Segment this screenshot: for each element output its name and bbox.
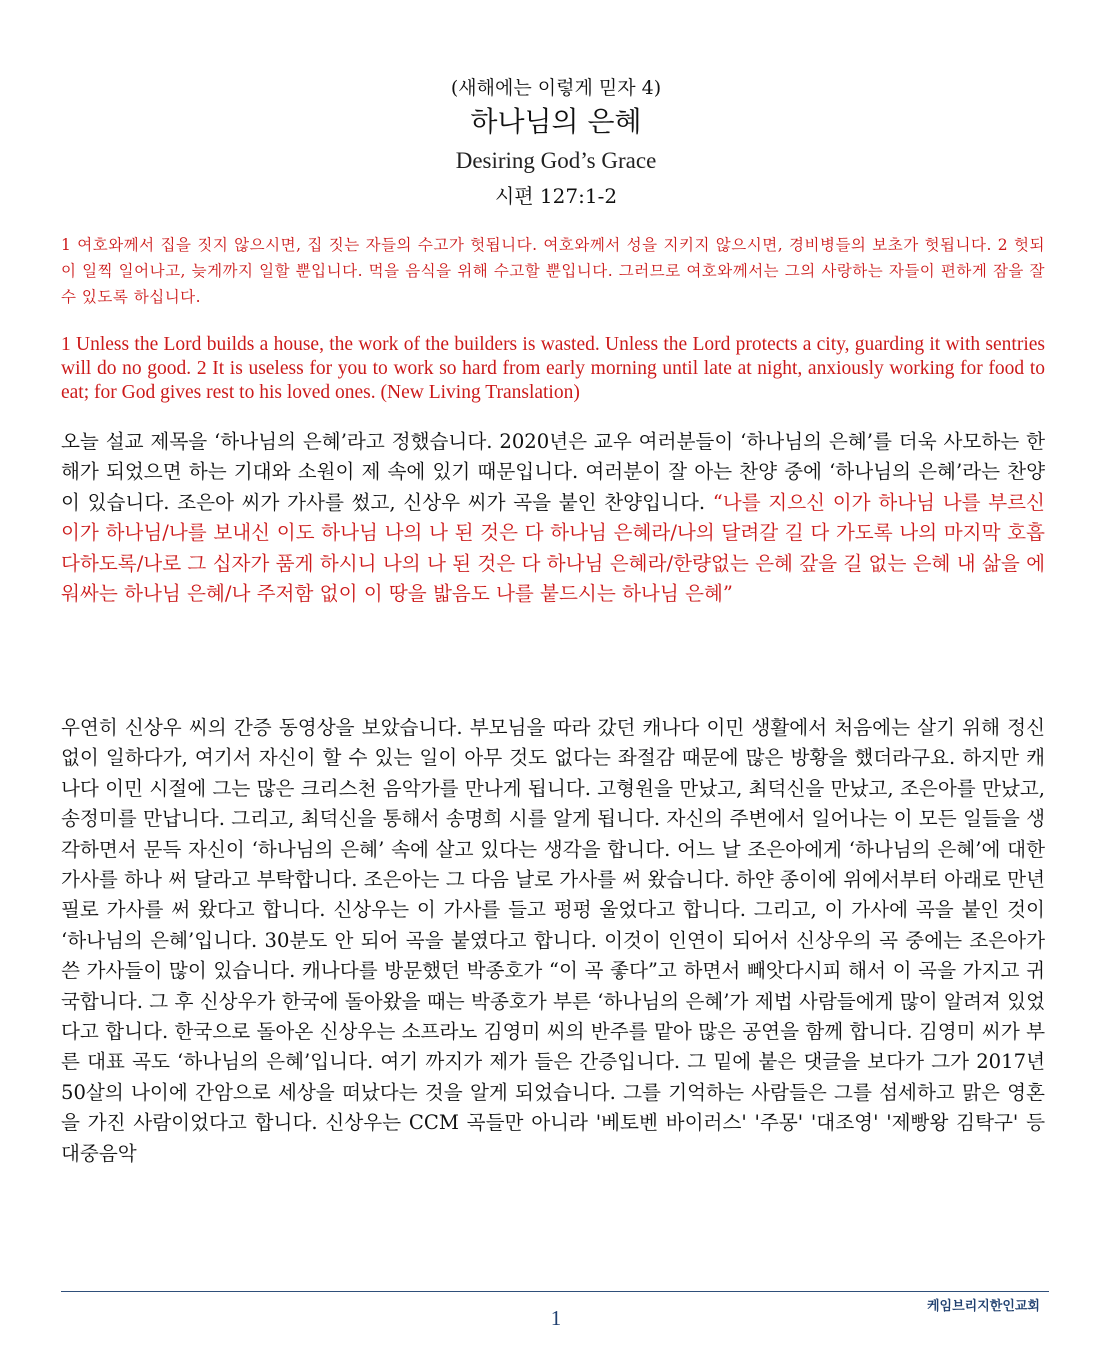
church-name: 케임브리지한인교회	[926, 1299, 1040, 1314]
sermon-series-label: (새해에는 이렇게 믿자 4)	[450, 77, 662, 99]
sermon-header	[0, 74, 1112, 212]
sermon-english-title: Desiring God’s Grace	[455, 148, 657, 173]
sermon-paragraph-1	[61, 427, 1045, 609]
hymn-lyrics-quote: “나를 지으신 이가 하나님 나를 부르신 이가 하나님/나를 보내신 이도 하나님 나의 나 된 것은 다 하나님 은혜라/나의 달려갈 길 다 가도록 나의 마지막 호흡 다하도록/나로 그 십자가 품게 하시니 나의 나 된 것은 다 하나님 은혜라/한량없는 은혜 갚을 길 없는 은혜 내 삶을 에워싸는 하나님 은혜/나 주저함 없이 이 땅을 밟음도 나를 붙드시는 하나님 은혜”	[61, 490, 1045, 606]
scripture-text-korean: 1 여호와께서 집을 짓지 않으시면, 집 짓는 자들의 수고가 헛됩니다. 여호와께서 성을 지키지 않으시면, 경비병들의 보초가 헛됩니다. 2 헛되이 일찍 일어나고, 늦게까지 일할 뿐입니다. 먹을 음식을 위해 수고할 뿐입니다. 그러므로 여호와께서는 그의 사랑하는 자들이 편하게 잠을 잘 수 있도록 하십니다.	[61, 236, 1045, 306]
sermon-title: 하나님의 은혜	[470, 105, 642, 138]
scripture-text-english: 1 Unless the Lord builds a house, the work of the builders is wasted. Unless the Lord protects a city, guarding it with sentries will do no good. 2 It is useless for you to work so hard from early morning until late at night, anxiously working for food to eat; for God gives rest to his loved ones. (New Living Translation)	[61, 334, 1045, 403]
footer-divider	[61, 1291, 1049, 1292]
sermon-paragraph-2: 우연히 신상우 씨의 간증 동영상을 보았습니다. 부모님을 따라 갔던 캐나다 이민 생활에서 처음에는 살기 위해 정신 없이 일하다가, 여기서 자신이 할 수 있는 일이 아무 것도 없다는 좌절감 때문에 많은 방황을 했더라구요. 하지만 캐나다 이민 시절에 그는 많은 크리스천 음악가를 만나게 됩니다. 고형원을 만났고, 최덕신을 만났고, 조은아를 만났고, 송정미를 만납니다. 그리고, 최덕신을 통해서 송명희 시를 알게 됩니다. 자신의 주변에서 일어나는 이 모든 일들을 생각하면서 문득 자신이 ‘하나님의 은혜’ 속에 살고 있다는 생각을 합니다. 어느 날 조은아에게 ‘하나님의 은혜’에 대한 가사를 하나 써 달라고 부탁합니다. 조은아는 그 다음 날로 가사를 써 왔습니다. 하얀 종이에 위에서부터 아래로 만년필로 가사를 써 왔다고 합니다. 신상우는 이 가사를 들고 펑펑 울었다고 합니다. 그리고, 이 가사에 곡을 붙인 것이 ‘하나님의 은혜’입니다. 30분도 안 되어 곡을 붙였다고 합니다. 이것이 인연이 되어서 신상우의 곡 중에는 조은아가 쓴 가사들이 많이 있습니다. 캐나다를 방문했던 박종호가 “이 곡 좋다”고 하면서 빼앗다시피 해서 이 곡을 가지고 귀국합니다. 그 후 신상우가 한국에 돌아왔을 때는 박종호가 부른 ‘하나님의 은혜’가 제법 사람들에게 많이 알려져 있었다고 합니다. 한국으로 돌아온 신상우는 소프라노 김영미 씨의 반주를 맡아 많은 공연을 함께 합니다. 김영미 씨가 부른 대표 곡도 ‘하나님의 은혜’입니다. 여기 까지가 제가 들은 간증입니다. 그 밑에 붙은 댓글을 보다가 그가 2017년 50살의 나이에 간암으로 세상을 떠났다는 것을 알게 되었습니다. 그를 기억하는 사람들은 그를 섬세하고 맑은 영혼을 가진 사람이었다고 합니다. 신상우는 CCM 곡들만 아니라 '베토벤 바이러스' '주몽' '대조영' '제빵왕 김탁구' 등 대중음악	[61, 716, 1045, 1165]
page-number: 1	[550, 1306, 562, 1330]
scripture-reference: 시편 127:1-2	[494, 184, 618, 208]
paragraph-1-intro: 오늘 설교 제목을 ‘하나님의 은혜’라고 정했습니다. 2020년은 교우 여러분들이 ‘하나님의 은혜’를 더욱 사모하는 한 해가 되었으면 하는 기대와 소원이 제 속에 있기 때문입니다. 여러분이 잘 아는 찬양 중에 ‘하나님의 은혜’라는 찬양이 있습니다. 조은아 씨가 가사를 썼고, 신상우 씨가 곡을 붙인 찬양입니다.	[61, 430, 1045, 514]
